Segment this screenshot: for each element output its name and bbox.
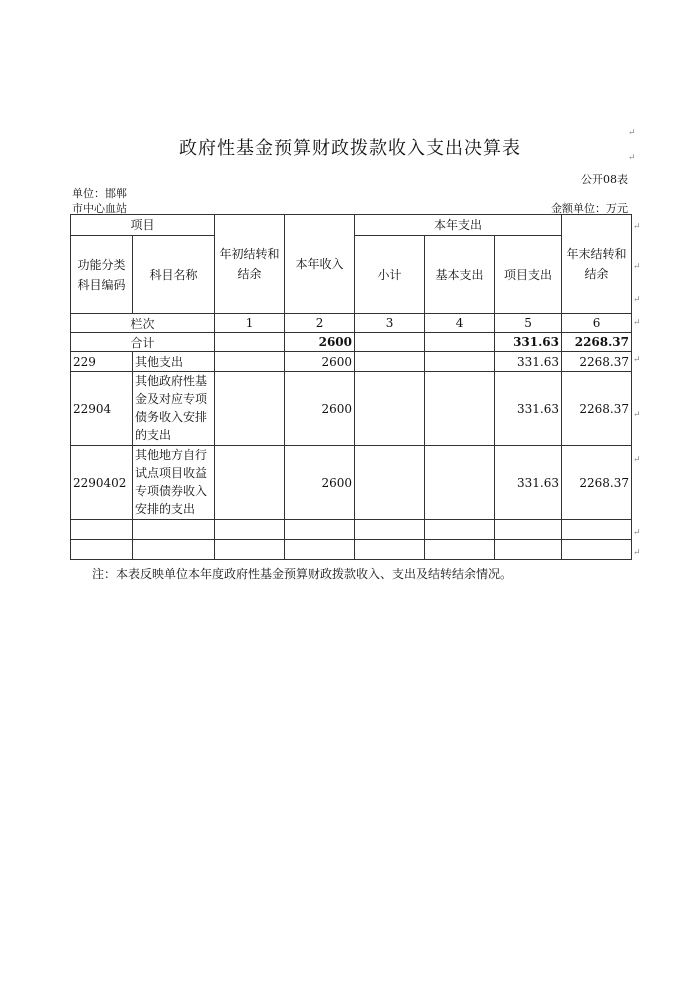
header-subtotal: 小计	[355, 236, 425, 314]
page-title: 政府性基金预算财政拨款收入支出决算表	[179, 138, 521, 159]
column-index-cell: 4	[425, 314, 495, 333]
table-row	[71, 372, 632, 446]
table-note: 注：本表反映单位本年度政府性基金预算财政拨款收入、支出及结转结余情况。	[92, 567, 513, 581]
row-opening	[215, 446, 285, 520]
paragraph-mark-icon: ↵	[628, 153, 636, 163]
total-label: 合计	[71, 333, 215, 352]
row-opening	[215, 352, 285, 372]
header-closing-balance: 年末结转和结余	[562, 215, 632, 314]
report-table	[70, 214, 632, 560]
header-subject-name: 科目名称	[133, 236, 215, 314]
form-number: 公开08表	[581, 173, 628, 186]
unit-label: 单位：邯郸	[72, 187, 127, 200]
row-subtotal	[355, 372, 425, 446]
row-subtotal	[355, 352, 425, 372]
empty-row	[71, 540, 632, 560]
row-income: 2600	[285, 372, 355, 446]
paragraph-mark-icon: ↵	[628, 128, 636, 138]
total-row	[71, 333, 632, 352]
column-index-cell: 3	[355, 314, 425, 333]
cell-mark-icon: ↵	[633, 262, 641, 272]
total-income: 2600	[285, 333, 355, 352]
cell-mark-icon: ↵	[633, 410, 641, 420]
total-closing: 2268.37	[562, 333, 632, 352]
row-subtotal	[355, 446, 425, 520]
row-basic	[425, 352, 495, 372]
row-closing: 2268.37	[562, 446, 632, 520]
header-project-expense: 项目支出	[495, 236, 562, 314]
row-opening	[215, 372, 285, 446]
header-current-expense: 本年支出	[355, 215, 562, 236]
row-code: 229	[71, 352, 133, 372]
header-func-code: 功能分类科目编码	[71, 236, 133, 314]
total-basic	[425, 333, 495, 352]
row-code: 2290402	[71, 446, 133, 520]
total-project: 331.63	[495, 333, 562, 352]
column-index-row	[71, 314, 632, 333]
cell-mark-icon: ↵	[633, 318, 641, 328]
header-current-income: 本年收入	[285, 215, 355, 314]
table-row	[71, 352, 632, 372]
header-opening-balance: 年初结转和结余	[215, 215, 285, 314]
row-name: 其他地方自行试点项目收益专项债券收入安排的支出	[133, 446, 215, 520]
amount-unit-label: 金额单位：万元	[551, 202, 628, 215]
total-subtotal	[355, 333, 425, 352]
row-basic	[425, 372, 495, 446]
column-index-cell: 5	[495, 314, 562, 333]
cell-mark-icon: ↵	[633, 295, 641, 305]
column-index-label: 栏次	[71, 314, 215, 333]
cell-mark-icon: ↵	[633, 222, 641, 232]
total-opening	[215, 333, 285, 352]
row-project: 331.63	[495, 352, 562, 372]
row-name: 其他支出	[133, 352, 215, 372]
column-index-cell: 1	[215, 314, 285, 333]
unit-label-continued: 市中心血站	[72, 202, 127, 215]
row-income: 2600	[285, 352, 355, 372]
header-project: 项目	[71, 215, 215, 236]
row-closing: 2268.37	[562, 372, 632, 446]
row-closing: 2268.37	[562, 352, 632, 372]
cell-mark-icon: ↵	[633, 548, 641, 558]
cell-mark-icon: ↵	[633, 355, 641, 365]
column-index-cell: 2	[285, 314, 355, 333]
cell-mark-icon: ↵	[633, 528, 641, 538]
column-index-cell: 6	[562, 314, 632, 333]
table-row	[71, 446, 632, 520]
header-basic-expense: 基本支出	[425, 236, 495, 314]
row-project: 331.63	[495, 372, 562, 446]
cell-mark-icon: ↵	[633, 455, 641, 465]
row-name: 其他政府性基金及对应专项债务收入安排的支出	[133, 372, 215, 446]
row-project: 331.63	[495, 446, 562, 520]
row-basic	[425, 446, 495, 520]
row-code: 22904	[71, 372, 133, 446]
row-income: 2600	[285, 446, 355, 520]
empty-row	[71, 520, 632, 540]
